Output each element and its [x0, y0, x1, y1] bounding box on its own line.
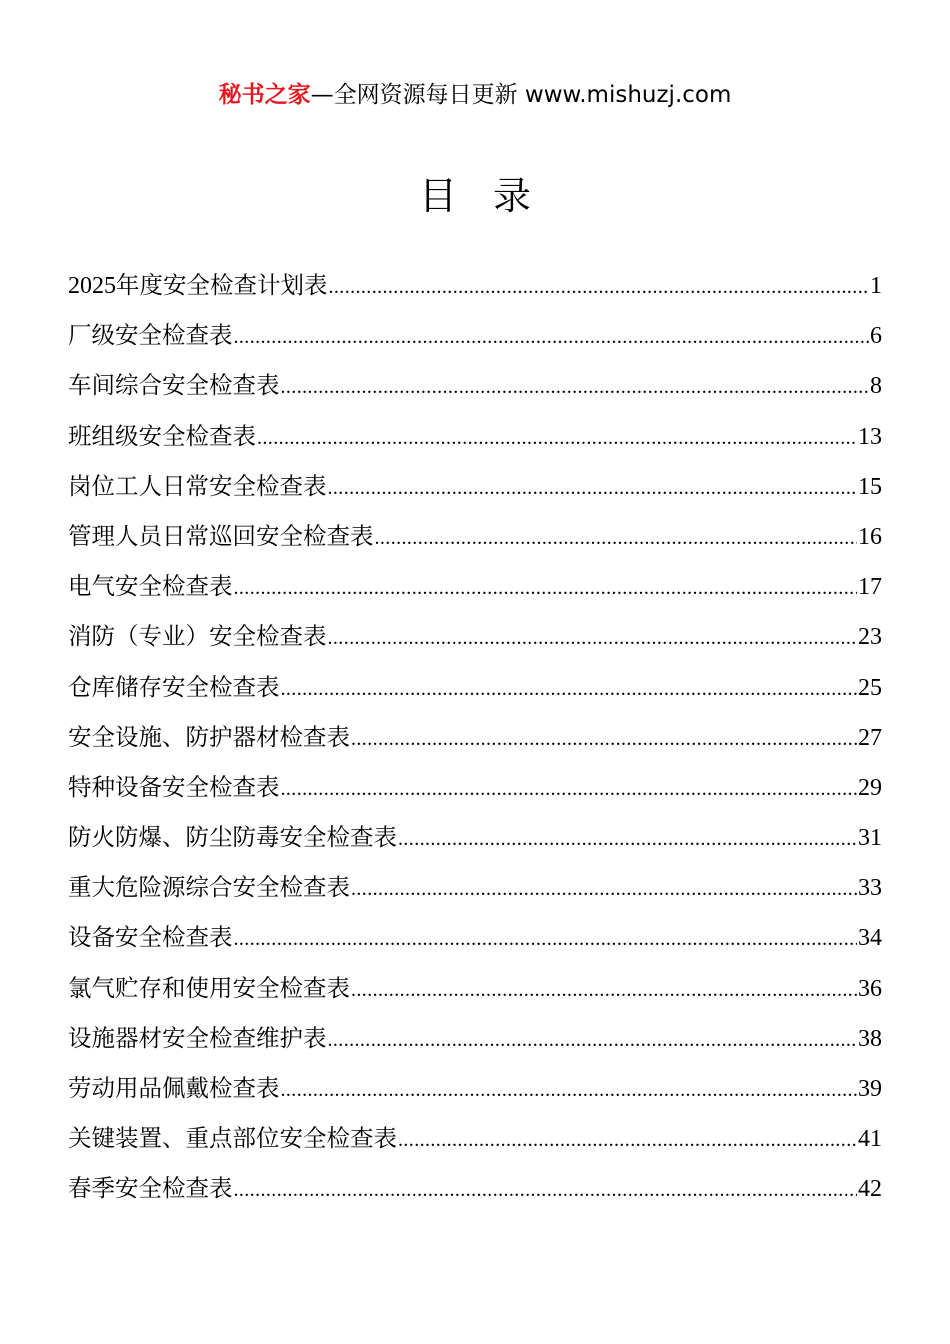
toc-entry-title-text: 特种设备安全检查表: [68, 772, 280, 801]
toc-dot-leader: [281, 764, 858, 814]
toc-dot-leader: [281, 1065, 858, 1115]
toc-entry-title: [68, 1163, 233, 1213]
toc-page-number: 33: [858, 875, 882, 902]
toc-entry[interactable]: [68, 611, 882, 661]
toc-page-number: 15: [858, 473, 882, 500]
toc-dot-leader: [328, 463, 858, 513]
toc-page-number: 31: [858, 825, 882, 852]
toc-page-number: 1: [870, 273, 882, 299]
toc-dot-leader: [351, 965, 857, 1015]
toc-entry-title: [68, 561, 233, 611]
toc-page-number: 41: [858, 1126, 882, 1153]
toc-dot-leader: [234, 1165, 858, 1215]
toc-dot-leader: [328, 1015, 858, 1065]
toc-entry-title-text: 安全设施、防护器材检查表: [68, 722, 350, 751]
toc-entry[interactable]: [68, 862, 882, 912]
toc-page-number: 16: [858, 523, 882, 550]
toc-page-number: 25: [858, 674, 882, 701]
toc-entry-title-text: 管理人员日常巡回安全检查表: [68, 521, 374, 550]
toc-page-number: 8: [870, 373, 882, 400]
toc-heading: 目 录: [418, 174, 544, 218]
toc-entry[interactable]: [68, 912, 882, 962]
toc-dot-leader: [328, 613, 858, 663]
toc-entry-title-text: 岗位工人日常安全检查表: [68, 471, 327, 500]
toc-dot-leader: [351, 864, 857, 914]
toc-page-number: 17: [858, 574, 882, 601]
toc-entry[interactable]: [68, 561, 882, 611]
brand-name: 秘书之家: [218, 82, 311, 108]
toc-dot-leader: [234, 563, 858, 613]
toc-entry[interactable]: [68, 1013, 882, 1063]
toc-entry-title: [68, 862, 350, 912]
toc-entry[interactable]: [68, 1113, 882, 1163]
toc-entry[interactable]: [68, 511, 882, 561]
toc-entry-title-text: 重大危险源综合安全检查表: [68, 873, 350, 902]
toc-dot-leader: [398, 1115, 857, 1165]
toc-dot-leader: [329, 262, 870, 312]
toc-page-number: 13: [858, 423, 882, 450]
toc-entry[interactable]: [68, 1063, 882, 1113]
toc-entry[interactable]: [68, 260, 882, 310]
toc-entry[interactable]: [68, 1163, 882, 1213]
toc-entry-title: [68, 1013, 327, 1063]
toc-page-number: 34: [858, 925, 882, 952]
toc-entry-title: [68, 662, 280, 712]
toc-entry-title: [68, 963, 350, 1013]
toc-entry-title-text: 厂级安全检查表: [68, 321, 233, 350]
toc-entry[interactable]: [68, 812, 882, 862]
toc-entry-title: [68, 1063, 280, 1113]
toc-dot-leader: [234, 312, 870, 362]
toc-entry-title-text: 仓库储存安全检查表: [68, 672, 280, 701]
toc-entry[interactable]: [68, 461, 882, 511]
toc-entry-title-text: 消防（专业）安全检查表: [68, 622, 327, 651]
toc-dot-leader: [351, 714, 857, 764]
toc-entry-title: [68, 360, 280, 410]
toc-entry[interactable]: [68, 662, 882, 712]
toc-entry-title-text: 氯气贮存和使用安全检查表: [68, 973, 350, 1002]
toc-entry-title-text: 设施器材安全检查维护表: [68, 1023, 327, 1052]
toc-entry-title-text: 关键装置、重点部位安全检查表: [68, 1124, 397, 1153]
toc-entry-title: [68, 461, 327, 511]
toc-entry-title: [68, 912, 233, 962]
toc-entry-title-text: 电气安全检查表: [68, 572, 233, 601]
toc-entry-title: [68, 511, 374, 561]
toc-dot-leader: [281, 362, 870, 412]
toc-entry[interactable]: [68, 310, 882, 360]
toc-page-number: 36: [858, 975, 882, 1002]
toc-entry-title: [68, 611, 327, 661]
toc-dot-leader: [375, 513, 858, 563]
toc-entry-title-text: 年度安全检查计划表: [116, 271, 328, 299]
toc-dot-leader: [234, 914, 858, 964]
toc-page-number: 27: [858, 724, 882, 751]
table-of-contents: [68, 260, 882, 1214]
toc-dot-leader: [257, 413, 857, 463]
toc-page-number: 6: [870, 323, 882, 350]
toc-entry-title: [68, 260, 328, 311]
toc-entry-title-text: 车间综合安全检查表: [68, 371, 280, 400]
toc-page-number: 39: [858, 1076, 882, 1102]
toc-dot-leader: [281, 664, 858, 714]
toc-entry-title: [68, 411, 256, 461]
header-tagline: —全网资源每日更新 www.mishuzj.com: [310, 82, 732, 108]
toc-entry-title: [68, 1113, 397, 1163]
toc-entry-title-text: 班组级安全检查表: [68, 421, 256, 450]
toc-entry-title-text: 设备安全检查表: [68, 923, 233, 952]
toc-entry-title-text: 防火防爆、防尘防毒安全检查表: [68, 823, 397, 852]
toc-dot-leader: [398, 814, 857, 864]
toc-page-number: 29: [858, 774, 882, 801]
toc-page-number: 38: [858, 1025, 882, 1052]
toc-entry[interactable]: [68, 411, 882, 461]
toc-entry[interactable]: [68, 963, 882, 1013]
toc-entry-title-prefix: 2025: [68, 273, 116, 299]
toc-entry-title: [68, 712, 350, 762]
toc-entry[interactable]: [68, 762, 882, 812]
toc-entry[interactable]: [68, 360, 882, 410]
toc-entry-title: [68, 812, 397, 862]
toc-page-number: 42: [858, 1176, 882, 1203]
toc-page-number: 23: [858, 624, 882, 651]
toc-entry[interactable]: [68, 712, 882, 762]
toc-entry-title-text: 劳动用品佩戴检查表: [68, 1074, 280, 1102]
toc-entry-title-text: 春季安全检查表: [68, 1174, 233, 1203]
toc-entry-title: [68, 762, 280, 812]
toc-entry-title: [68, 310, 233, 360]
page-header: [0, 78, 950, 112]
